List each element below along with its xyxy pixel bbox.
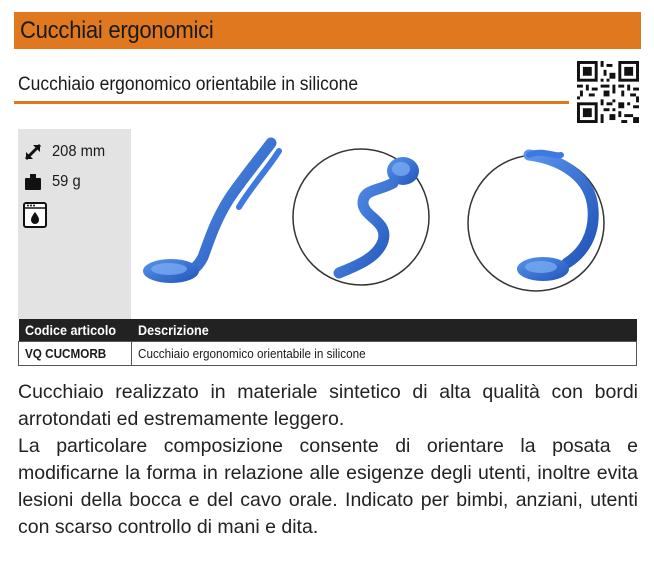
section-header <box>14 12 641 49</box>
column-header-code: Codice articolo <box>19 319 132 341</box>
divider <box>14 101 569 104</box>
qr-code-icon[interactable] <box>577 61 639 123</box>
product-description <box>18 379 638 541</box>
article-code: VQ CUCMORB <box>19 341 132 365</box>
table-header-row <box>19 319 637 341</box>
length-value: 208 mm <box>52 143 106 160</box>
spoon-twisted-view <box>293 149 429 285</box>
spec-weight <box>24 173 83 191</box>
table-row <box>19 341 637 365</box>
article-table <box>18 319 637 366</box>
length-arrow-icon <box>24 143 42 161</box>
section-title: Cucchiai ergonomici <box>20 17 214 44</box>
column-header-description: Descrizione <box>132 319 637 341</box>
specs-panel <box>18 129 131 319</box>
product-images <box>131 129 641 319</box>
spoon-illustrations <box>131 129 641 319</box>
weight-value: 59 g <box>52 173 81 190</box>
article-description: Cucchiaio ergonomico orientabile in silicone <box>132 341 637 365</box>
spoon-side-view <box>143 143 279 283</box>
description-paragraph-1: Cucchiaio realizzato in materiale sintetico di alta qualità con bordi arrotondati ed estremamente leggero. <box>18 381 638 430</box>
description-paragraph-2: La particolare composizione consente di orientare la posata e modificarne la forma in relazione alle esigenze degli utenti, inoltre evita lesioni della bocca e del cavo orale. Indicato per bimbi, anziani, utenti con scarso controllo di mani e dita. <box>18 435 638 538</box>
spec-length <box>24 143 110 161</box>
product-title: Cucchiaio ergonomico orientabile in silicone <box>18 74 359 95</box>
spoon-curved-view <box>468 153 604 291</box>
dishwasher-icon <box>23 202 47 228</box>
weight-icon <box>24 173 42 191</box>
